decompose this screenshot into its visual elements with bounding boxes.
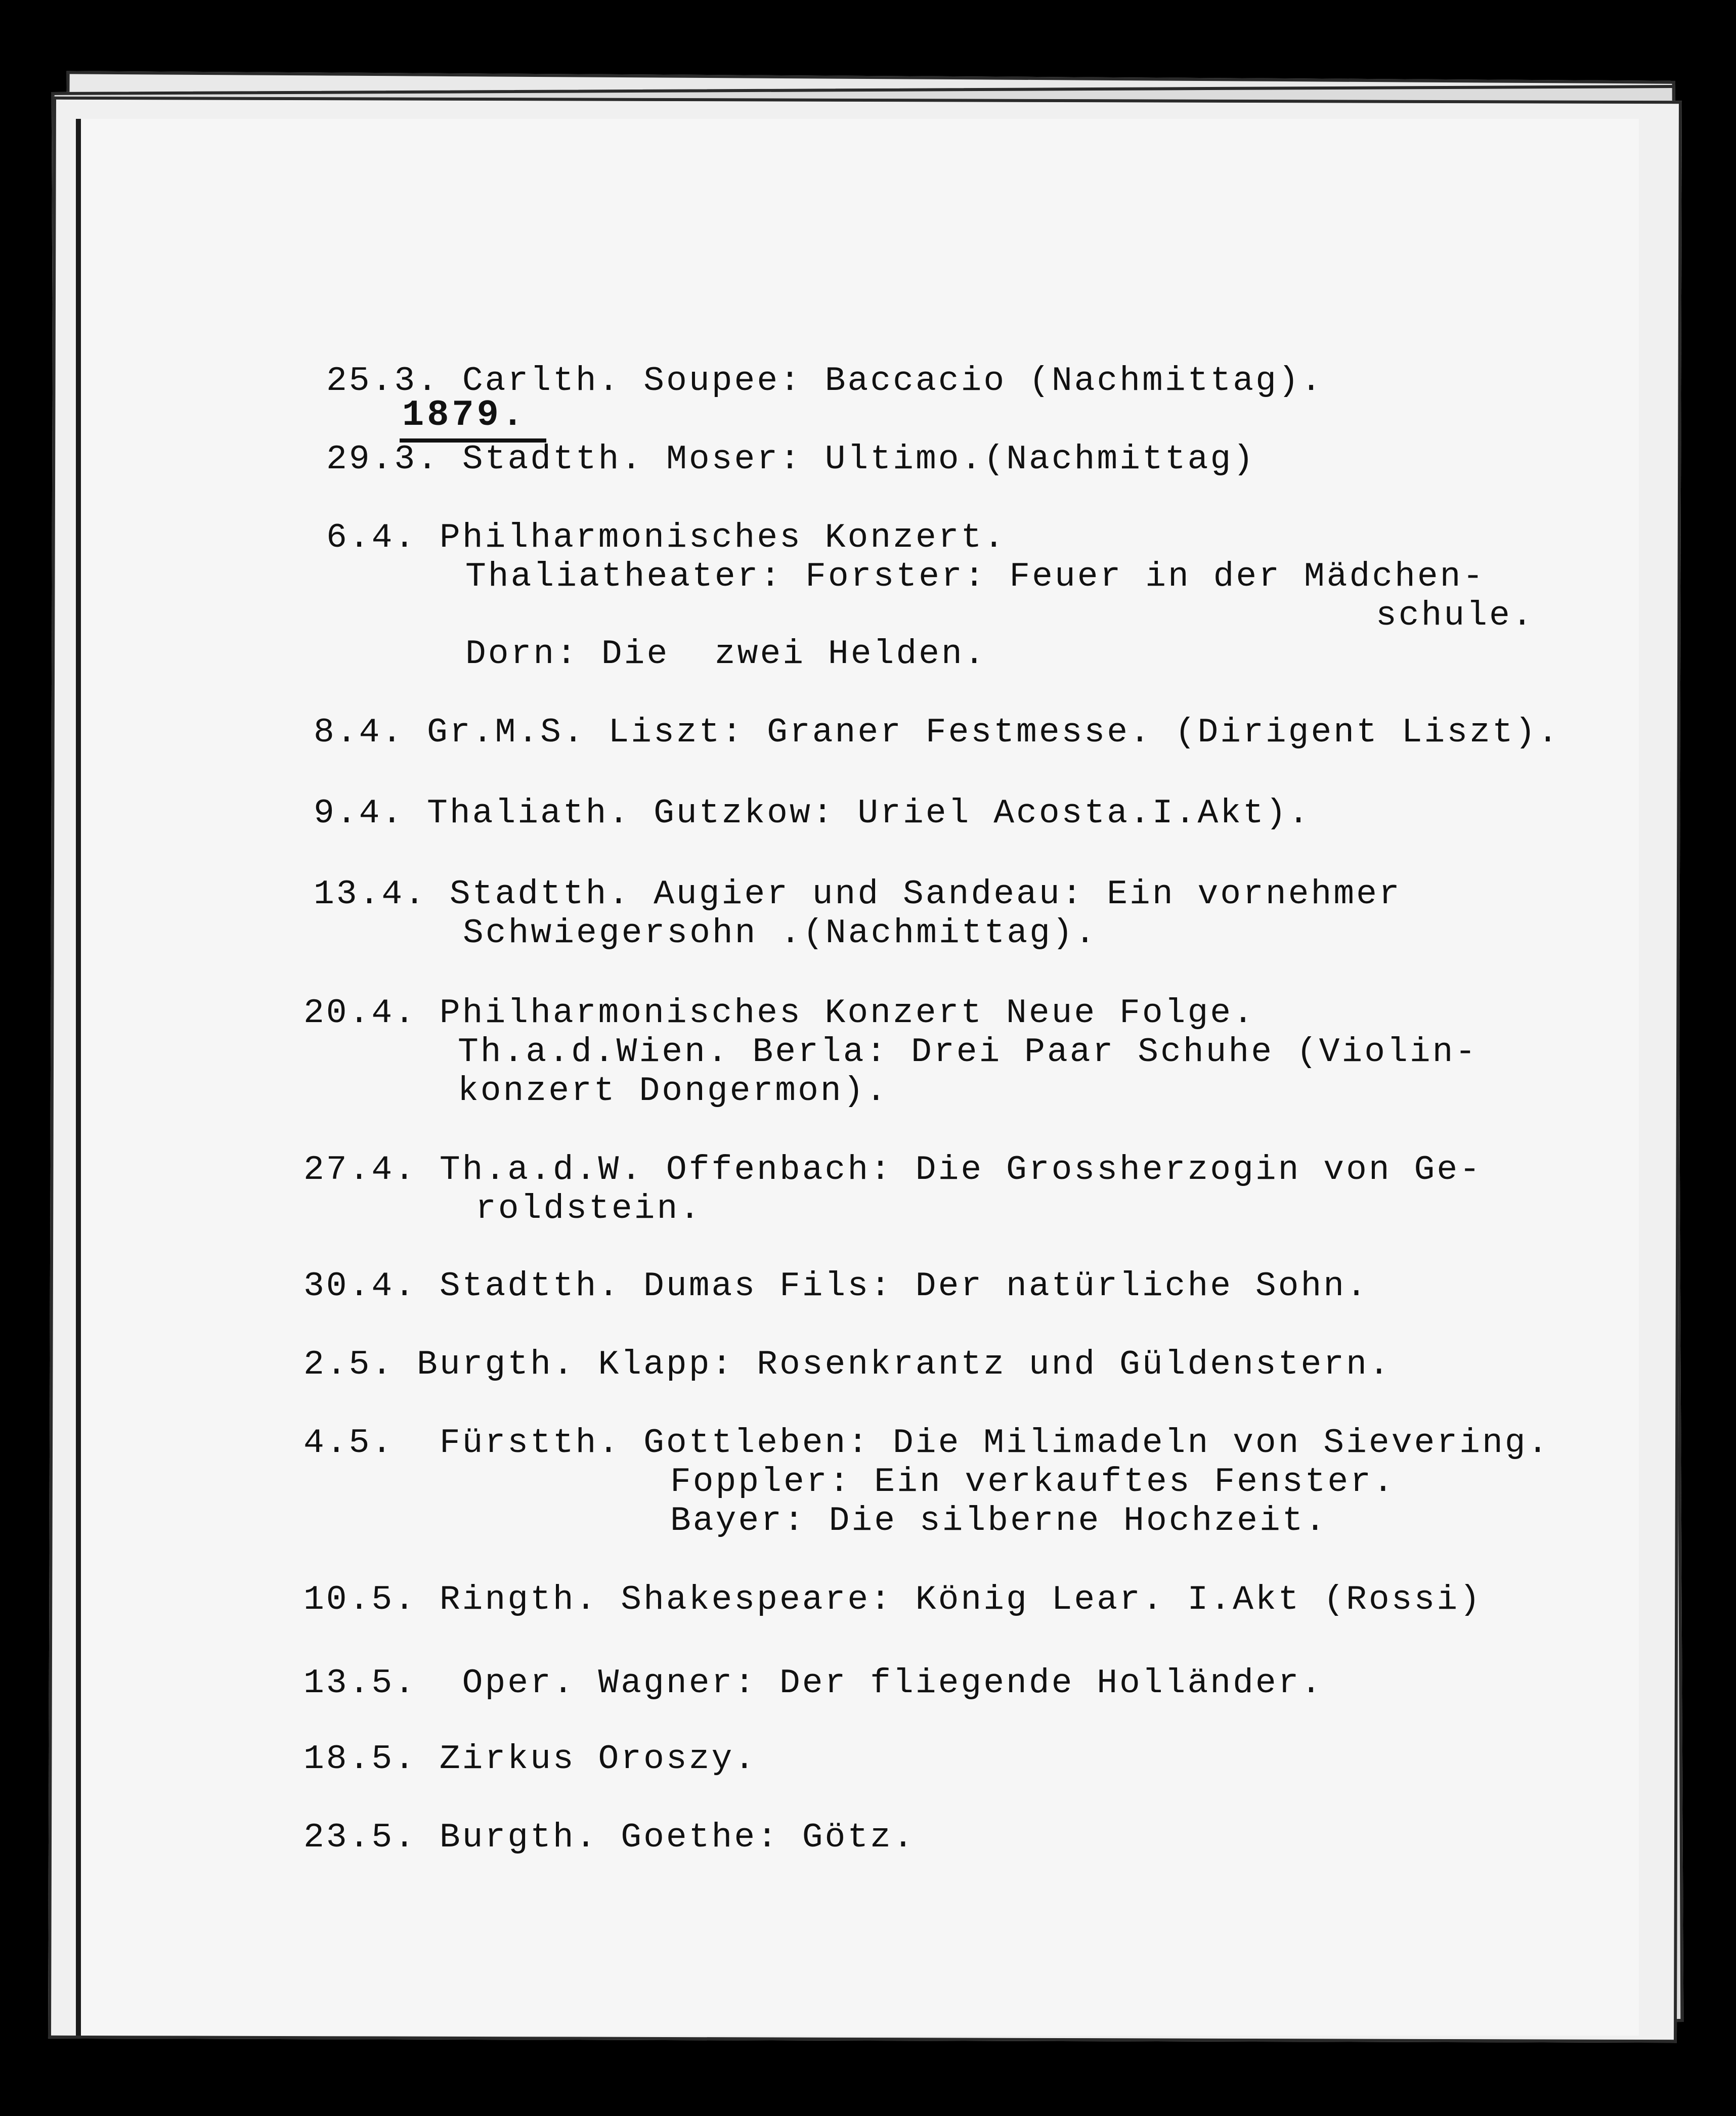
entry-line: 6.4. Philharmonisches Konzert.: [326, 518, 1007, 557]
entry-line: Bayer: Die silberne Hochzeit.: [670, 1502, 1328, 1540]
entry-line: Thaliatheater: Forster: Feuer in der Mädchen-: [465, 557, 1486, 596]
entry-line: Dorn: Die zwei Helden.: [465, 635, 987, 674]
entry-line: 10.5. Ringth. Shakespeare: König Lear. I.Akt (Rossi): [303, 1580, 1482, 1619]
entry-line: roldstein.: [475, 1189, 703, 1228]
entry-line: 4.5. Fürstth. Gottleben: Die Milimadeln von Sievering.: [303, 1424, 1550, 1463]
entry-line: schule.: [1376, 596, 1535, 635]
entry-line: 27.4. Th.a.d.W. Offenbach: Die Grossherzogin von Ge-: [303, 1151, 1482, 1189]
entry-line: 18.5. Zirkus Oroszy.: [303, 1740, 757, 1779]
entry-line: Th.a.d.Wien. Berla: Drei Paar Schuhe (Violin-: [458, 1033, 1478, 1072]
typewritten-page: [76, 119, 1639, 2036]
entry-line: 9.4. Thaliath. Gutzkow: Uriel Acosta.I.Akt).: [314, 794, 1311, 833]
entry-line: 2.5. Burgth. Klapp: Rosenkrantz und Güldenstern.: [303, 1345, 1392, 1384]
entry-line: 29.3. Stadtth. Moser: Ultimo.(Nachmittag): [326, 440, 1256, 479]
entry-line: 20.4. Philharmonisches Konzert Neue Folge.: [303, 994, 1255, 1033]
entry-line: 13.4. Stadtth. Augier und Sandeau: Ein vornehmer: [314, 875, 1402, 914]
entry-line: 13.5. Oper. Wagner: Der fliegende Holländer.: [303, 1664, 1324, 1703]
entry-line: 25.3. Carlth. Soupee: Baccacio (Nachmittag).: [326, 362, 1324, 401]
entry-line: konzert Dongermon).: [458, 1072, 889, 1111]
entry-line: Foppler: Ein verkauftes Fenster.: [670, 1463, 1396, 1502]
entry-line: Schwiegersohn .(Nachmittag).: [463, 914, 1098, 953]
entry-line: 23.5. Burgth. Goethe: Götz.: [303, 1818, 916, 1857]
entry-list: [81, 119, 1639, 2036]
entry-line: 8.4. Gr.M.S. Liszt: Graner Festmesse. (Dirigent Liszt).: [314, 713, 1560, 752]
entry-line: 30.4. Stadtth. Dumas Fils: Der natürliche Sohn.: [303, 1267, 1369, 1306]
year-heading: 1879.: [402, 394, 527, 436]
